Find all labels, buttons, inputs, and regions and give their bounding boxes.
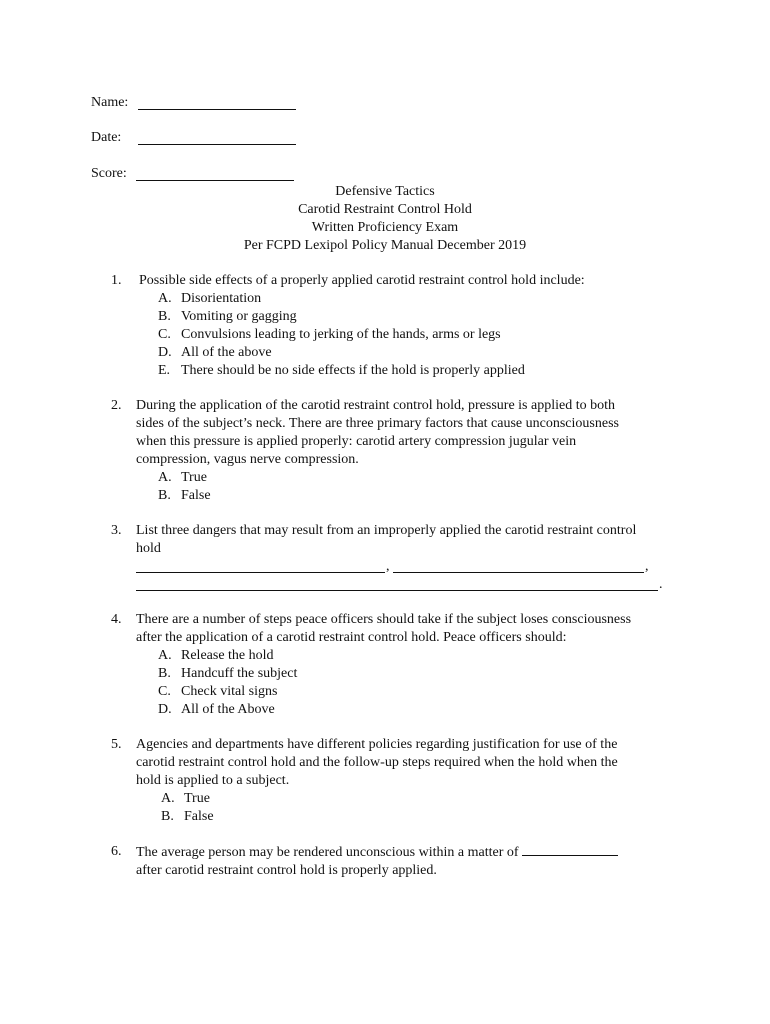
question-text: hold <box>136 541 161 556</box>
score-label: Score: <box>91 166 127 181</box>
name-blank[interactable] <box>138 109 296 110</box>
date-label: Date: <box>91 130 122 145</box>
date-blank[interactable] <box>138 144 296 145</box>
blank-separator: , <box>386 559 390 574</box>
question-number: 4. <box>111 612 122 627</box>
title-line: Defensive Tactics <box>335 184 435 199</box>
name-label: Name: <box>91 95 129 110</box>
question-text: The average person may be rendered unconscious within a matter of <box>136 843 676 862</box>
blank-separator: , <box>645 559 649 574</box>
title-line: Written Proficiency Exam <box>311 220 459 235</box>
question-number: 3. <box>111 523 122 538</box>
question-number: 2. <box>111 398 122 413</box>
question-text: after the application of a carotid restraint control hold. Peace officers should: <box>136 630 567 645</box>
question-text: List three dangers that may result from an improperly applied the carotid restraint control <box>136 523 637 538</box>
question-number: 1. <box>111 273 122 288</box>
question-text: sides of the subject’s neck. There are three primary factors that cause unconsciousness <box>136 416 619 431</box>
question-text: During the application of the carotid restraint control hold, pressure is applied to both <box>136 398 615 413</box>
question-text: hold is applied to a subject. <box>136 773 290 788</box>
blank-terminator: . <box>659 577 663 592</box>
score-blank[interactable] <box>136 180 294 181</box>
question-number: 5. <box>111 737 122 752</box>
question-text: Possible side effects of a properly applied carotid restraint control hold include: <box>139 273 585 288</box>
exam-title-block <box>0 183 770 255</box>
question-text: carotid restraint control hold and the follow-up steps required when the hold when the <box>136 755 618 770</box>
question-text: when this pressure is applied properly: carotid artery compression jugular vein <box>136 434 577 449</box>
question-text: compression, vagus nerve compression. <box>136 452 359 467</box>
answer-blank[interactable] <box>393 572 644 573</box>
answer-blank[interactable] <box>136 590 658 591</box>
exam-page: Name: Date: Score: Defensive Tactics Carotid Restraint Control Hold Written Proficiency Exam Per FCPD Lexipol Policy Manual December 2019 1. Possible side effects of a properly applied carotid restraint control hold include: A. Disorientation B. Vomiting or gagging C. Convulsions leading to jerking of the hands, arms or legs D. All of the above E. There should be no side effects if the hold is properly applied 2. During the application of the carotid restraint control hold, pressure is applied to both sides of the subject’s neck. There are three primary factors that cause unconsciousness when this pressure is applied properly: carotid artery compression jugular vein compression, vagus nerve compression. A. True B. False 3. List three dangers that may result from an improperly applied the carotid restraint control hold , , . 4. There are a number of steps peace officers should take if the subject loses consciousness after the application of a carotid restraint control hold. Peace officers should: A. Release the hold B. Handcuff the subject C. Check vital signs D. All of the Above 5. Agencies and departments have different policies regarding justification for use of the carotid restraint control hold and the follow-up steps required when the hold when the hold is applied to a subject. A. True B. False 6. The average person may be rendered unconscious within a matter of after carotid restraint control hold is properly applied. <box>0 0 770 1024</box>
answer-blank[interactable] <box>522 843 618 856</box>
title-line: Carotid Restraint Control Hold <box>298 202 472 217</box>
question-number: 6. <box>111 844 122 859</box>
question-text: Agencies and departments have different policies regarding justification for use of the <box>136 737 618 752</box>
question-text: There are a number of steps peace officers should take if the subject loses consciousness <box>136 612 632 627</box>
question-text: after carotid restraint control hold is properly applied. <box>136 863 437 878</box>
answer-blank[interactable] <box>136 572 385 573</box>
title-line: Per FCPD Lexipol Policy Manual December 2019 <box>243 238 527 253</box>
